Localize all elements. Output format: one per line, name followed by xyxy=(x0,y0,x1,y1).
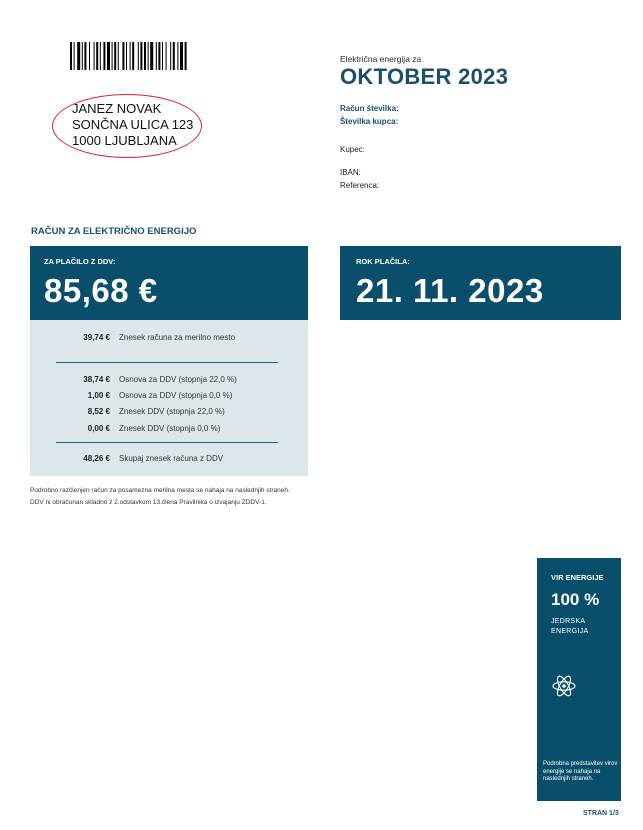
recipient-street: SONČNA ULICA 123 xyxy=(72,117,194,132)
due-date-label: ROK PLAČILA: xyxy=(356,257,410,266)
breakdown-total-text: Skupaj znesek računa z DDV xyxy=(119,454,224,463)
payment-label: ZA PLAČILO Z DDV: xyxy=(44,257,116,266)
energy-source-type: ENERGIJA xyxy=(551,628,589,635)
recipient-name: JANEZ NOVAK xyxy=(72,101,162,116)
due-date-box xyxy=(340,246,621,320)
breakdown-text: Znesek DDV (stopnja 0,0 %) xyxy=(119,424,221,433)
breakdown-divider xyxy=(56,362,278,363)
breakdown-text: Znesek DDV (stopnja 22,0 %) xyxy=(119,407,225,416)
due-date-value: 21. 11. 2023 xyxy=(356,272,544,309)
billing-period: OKTOBER 2023 xyxy=(340,64,509,89)
reference-label: Referenca: xyxy=(340,181,380,190)
energy-source-percent: 100 % xyxy=(551,590,600,609)
breakdown-amount: 1,00 € xyxy=(87,391,110,400)
page-number: STRAN 1/3 xyxy=(583,810,619,817)
breakdown-amount: 39,74 € xyxy=(83,333,110,342)
breakdown-amount: 38,74 € xyxy=(83,375,110,384)
energy-for-label: Električna energija za xyxy=(340,54,422,64)
note-line-2: DDV ni obračunan skladno z 2.odstavkom 13.člena Pravilnika o izvajanju ZDDV-1. xyxy=(30,499,267,506)
energy-source-type: JEDRSKA xyxy=(551,618,586,625)
note-line-1: Podrobno razčlenjen račun za posamezna merilna mesta se nahaja na naslednjih straneh. xyxy=(30,487,290,494)
iban-label: IBAN: xyxy=(340,168,361,177)
atom-icon xyxy=(551,673,577,699)
invoice-breakdown xyxy=(30,320,308,476)
energy-source-note: Podrobna predstavitev virov energije se nahaja na naslednjih straneh. xyxy=(543,761,618,783)
buyer-label: Kupec: xyxy=(340,145,365,154)
payment-amount: 85,68 € xyxy=(44,272,158,309)
customer-number-label: Številka kupca: xyxy=(340,117,399,126)
breakdown-divider xyxy=(56,442,278,443)
breakdown-text: Znesek računa za merilno mesto xyxy=(119,333,236,342)
energy-source-title: VIR ENERGIJE xyxy=(551,573,604,582)
breakdown-total-amount: 48,26 € xyxy=(83,454,110,463)
section-title: RAČUN ZA ELEKTRIČNO ENERGIJO xyxy=(31,226,197,237)
breakdown-text: Osnova za DDV (stopnja 22,0 %) xyxy=(119,375,237,384)
payment-box xyxy=(30,246,308,320)
breakdown-text: Osnova za DDV (stopnja 0,0 %) xyxy=(119,391,233,400)
invoice-number-label: Račun številka: xyxy=(340,104,399,113)
breakdown-amount: 8,52 € xyxy=(87,407,110,416)
energy-source-panel xyxy=(537,558,621,801)
breakdown-amount: 0,00 € xyxy=(87,424,110,433)
recipient-city: 1000 LJUBLJANA xyxy=(72,133,177,148)
barcode xyxy=(70,42,242,70)
